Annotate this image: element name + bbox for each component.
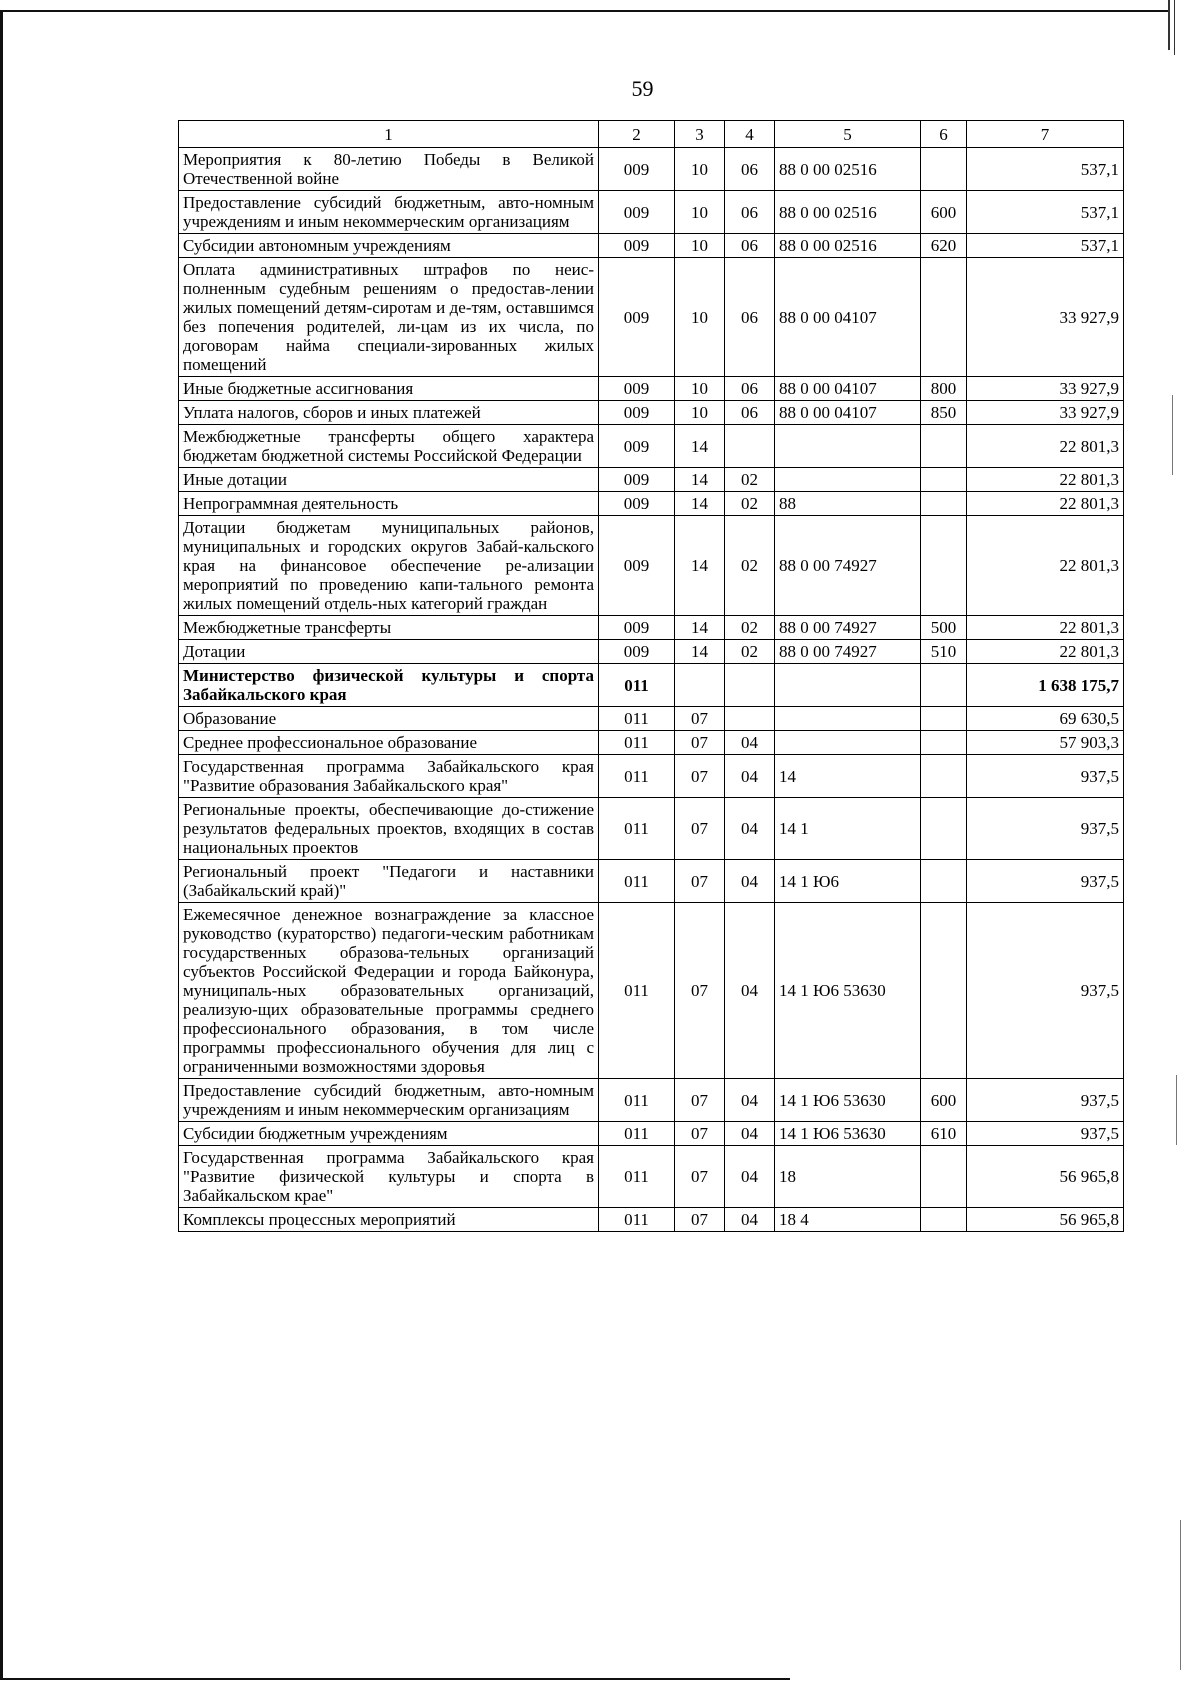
- section-code: 07: [675, 1208, 725, 1232]
- table-row: [179, 755, 1124, 798]
- amount: 937,5: [967, 860, 1124, 903]
- ministry-code: 011: [599, 903, 675, 1079]
- target-article-code: 88 0 00 02516: [775, 191, 921, 234]
- amount: 56 965,8: [967, 1208, 1124, 1232]
- expense-type-code: [921, 860, 967, 903]
- ministry-code: 011: [599, 1122, 675, 1146]
- expense-type-code: [921, 492, 967, 516]
- target-article-code: [775, 425, 921, 468]
- expense-type-code: 620: [921, 234, 967, 258]
- row-name: Министерство физической культуры и спорта Забайкальского края: [179, 664, 599, 707]
- subsection-code: 06: [725, 148, 775, 191]
- ministry-code: 009: [599, 401, 675, 425]
- target-article-code: 88 0 00 74927: [775, 616, 921, 640]
- subsection-code: 02: [725, 640, 775, 664]
- subsection-code: 02: [725, 516, 775, 616]
- amount: 537,1: [967, 148, 1124, 191]
- section-code: 10: [675, 191, 725, 234]
- subsection-code: 04: [725, 860, 775, 903]
- target-article-code: 88 0 00 02516: [775, 234, 921, 258]
- column-header: 6: [921, 121, 967, 148]
- subsection-code: 04: [725, 1079, 775, 1122]
- subsection-code: 04: [725, 903, 775, 1079]
- amount: 22 801,3: [967, 616, 1124, 640]
- subsection-code: 04: [725, 1146, 775, 1208]
- subsection-code: 06: [725, 377, 775, 401]
- scan-artifact: [1174, 0, 1175, 55]
- amount: 937,5: [967, 798, 1124, 860]
- row-name: Дотации: [179, 640, 599, 664]
- target-article-code: [775, 468, 921, 492]
- expense-type-code: [921, 425, 967, 468]
- target-article-code: 14 1 Ю6 53630: [775, 903, 921, 1079]
- table-row: [179, 425, 1124, 468]
- section-code: 07: [675, 860, 725, 903]
- row-name: Мероприятия к 80-летию Победы в Великой Отечественной войне: [179, 148, 599, 191]
- section-code: 07: [675, 707, 725, 731]
- table-row: [179, 1122, 1124, 1146]
- target-article-code: 14 1: [775, 798, 921, 860]
- expense-type-code: [921, 755, 967, 798]
- ministry-code: 011: [599, 731, 675, 755]
- subsection-code: 02: [725, 468, 775, 492]
- ministry-code: 009: [599, 468, 675, 492]
- column-header: 1: [179, 121, 599, 148]
- section-code: 10: [675, 377, 725, 401]
- ministry-code: 011: [599, 1079, 675, 1122]
- table-row: [179, 191, 1124, 234]
- expense-type-code: [921, 798, 967, 860]
- section-code: 07: [675, 798, 725, 860]
- expense-type-code: [921, 148, 967, 191]
- expense-type-code: 500: [921, 616, 967, 640]
- section-code: 10: [675, 401, 725, 425]
- row-name: Иные дотации: [179, 468, 599, 492]
- table-row: [179, 258, 1124, 377]
- subsection-code: 04: [725, 1208, 775, 1232]
- subsection-code: 06: [725, 401, 775, 425]
- table-row: [179, 664, 1124, 707]
- section-code: 07: [675, 1079, 725, 1122]
- expense-type-code: [921, 731, 967, 755]
- table-row: [179, 468, 1124, 492]
- section-code: 07: [675, 1146, 725, 1208]
- section-code: 07: [675, 755, 725, 798]
- row-name: Субсидии автономным учреждениям: [179, 234, 599, 258]
- target-article-code: 18: [775, 1146, 921, 1208]
- expense-type-code: 510: [921, 640, 967, 664]
- row-name: Межбюджетные трансферты общего характера бюджетам бюджетной системы Российской Федерации: [179, 425, 599, 468]
- subsection-code: 02: [725, 492, 775, 516]
- table-row: [179, 1146, 1124, 1208]
- scan-artifact: [1172, 395, 1173, 475]
- scan-artifact: [1180, 1520, 1181, 1670]
- section-code: 10: [675, 148, 725, 191]
- ministry-code: 011: [599, 755, 675, 798]
- amount: 22 801,3: [967, 516, 1124, 616]
- section-code: 14: [675, 516, 725, 616]
- expense-type-code: [921, 707, 967, 731]
- section-code: 14: [675, 616, 725, 640]
- expense-type-code: 600: [921, 1079, 967, 1122]
- target-article-code: [775, 664, 921, 707]
- scan-edge-left: [0, 10, 3, 1678]
- column-header: 3: [675, 121, 725, 148]
- table-row: [179, 903, 1124, 1079]
- amount: 22 801,3: [967, 425, 1124, 468]
- expense-type-code: 850: [921, 401, 967, 425]
- table-row: [179, 798, 1124, 860]
- ministry-code: 011: [599, 798, 675, 860]
- target-article-code: 88 0 00 74927: [775, 640, 921, 664]
- target-article-code: 14 1 Ю6 53630: [775, 1079, 921, 1122]
- ministry-code: 011: [599, 1208, 675, 1232]
- page-number: 59: [631, 76, 654, 101]
- subsection-code: 04: [725, 1122, 775, 1146]
- table-body: [179, 148, 1124, 1232]
- section-code: 14: [675, 425, 725, 468]
- amount: 937,5: [967, 903, 1124, 1079]
- row-name: Дотации бюджетам муниципальных районов, муниципальных и городских округов Забай-кальского края на финансовое обеспечение ре-ализации мероприятий по проведению капи-тального ремонта жилых помещений отдель-ных категорий граждан: [179, 516, 599, 616]
- subsection-code: 06: [725, 191, 775, 234]
- target-article-code: 88 0 00 02516: [775, 148, 921, 191]
- budget-table: [178, 120, 1124, 1232]
- subsection-code: [725, 664, 775, 707]
- column-header: 5: [775, 121, 921, 148]
- row-name: Государственная программа Забайкальского края "Развитие образования Забайкальского края": [179, 755, 599, 798]
- row-name: Субсидии бюджетным учреждениям: [179, 1122, 599, 1146]
- target-article-code: 14 1 Ю6 53630: [775, 1122, 921, 1146]
- amount: 1 638 175,7: [967, 664, 1124, 707]
- section-code: 14: [675, 492, 725, 516]
- ministry-code: 009: [599, 191, 675, 234]
- row-name: Иные бюджетные ассигнования: [179, 377, 599, 401]
- target-article-code: 88: [775, 492, 921, 516]
- section-code: 07: [675, 731, 725, 755]
- amount: 537,1: [967, 191, 1124, 234]
- target-article-code: [775, 707, 921, 731]
- ministry-code: 011: [599, 664, 675, 707]
- amount: 33 927,9: [967, 401, 1124, 425]
- row-name: Региональный проект "Педагоги и наставники (Забайкальский край)": [179, 860, 599, 903]
- amount: 69 630,5: [967, 707, 1124, 731]
- expense-type-code: 600: [921, 191, 967, 234]
- section-code: 14: [675, 468, 725, 492]
- target-article-code: 88 0 00 04107: [775, 258, 921, 377]
- target-article-code: 18 4: [775, 1208, 921, 1232]
- expense-type-code: 610: [921, 1122, 967, 1146]
- ministry-code: 009: [599, 258, 675, 377]
- section-code: 14: [675, 640, 725, 664]
- table-row: [179, 860, 1124, 903]
- subsection-code: 04: [725, 731, 775, 755]
- row-name: Оплата административных штрафов по неис-полненным судебным решениям о предостав-лении жилых помещений детям-сиротам и де-тям, оставшимся без попечения родителей, ли-цам из их числа, по договорам найма специали-зированных жилых помещений: [179, 258, 599, 377]
- row-name: Комплексы процессных мероприятий: [179, 1208, 599, 1232]
- amount: 22 801,3: [967, 492, 1124, 516]
- table-row: [179, 148, 1124, 191]
- row-name: Предоставление субсидий бюджетным, авто-номным учреждениям и иным некоммерческим организациям: [179, 191, 599, 234]
- amount: 537,1: [967, 234, 1124, 258]
- row-name: Среднее профессиональное образование: [179, 731, 599, 755]
- target-article-code: 88 0 00 04107: [775, 401, 921, 425]
- ministry-code: 009: [599, 377, 675, 401]
- row-name: Образование: [179, 707, 599, 731]
- target-article-code: [775, 731, 921, 755]
- amount: 33 927,9: [967, 377, 1124, 401]
- section-code: 07: [675, 1122, 725, 1146]
- amount: 937,5: [967, 755, 1124, 798]
- subsection-code: 04: [725, 798, 775, 860]
- ministry-code: 009: [599, 516, 675, 616]
- row-name: Ежемесячное денежное вознаграждение за классное руководство (кураторство) педагоги-ческим работникам государственных образова-тельных организаций субъектов Российской Федерации и города Байконура, муниципаль-ных образовательных организаций, реализую-щих образовательные программы среднего профессионального образования, в том числе программы профессионального обучения для лиц с ограниченными возможностями здоровья: [179, 903, 599, 1079]
- expense-type-code: [921, 903, 967, 1079]
- row-name: Государственная программа Забайкальского края "Развитие физической культуры и спорта в Забайкальском крае": [179, 1146, 599, 1208]
- section-code: 07: [675, 903, 725, 1079]
- amount: 56 965,8: [967, 1146, 1124, 1208]
- amount: 57 903,3: [967, 731, 1124, 755]
- expense-type-code: [921, 516, 967, 616]
- table-row: [179, 516, 1124, 616]
- scan-edge-top: [0, 10, 1170, 12]
- column-header: 4: [725, 121, 775, 148]
- amount: 22 801,3: [967, 640, 1124, 664]
- expense-type-code: [921, 468, 967, 492]
- column-header: 2: [599, 121, 675, 148]
- subsection-code: 06: [725, 258, 775, 377]
- row-name: Региональные проекты, обеспечивающие до-стижение результатов федеральных проектов, входящих в состав национальных проектов: [179, 798, 599, 860]
- ministry-code: 011: [599, 1146, 675, 1208]
- scan-artifact: [1168, 0, 1170, 50]
- target-article-code: 14: [775, 755, 921, 798]
- table-row: [179, 401, 1124, 425]
- table-row: [179, 234, 1124, 258]
- expense-type-code: [921, 664, 967, 707]
- ministry-code: 009: [599, 234, 675, 258]
- ministry-code: 011: [599, 707, 675, 731]
- section-code: [675, 664, 725, 707]
- row-name: Непрограммная деятельность: [179, 492, 599, 516]
- expense-type-code: [921, 258, 967, 377]
- ministry-code: 009: [599, 425, 675, 468]
- section-code: 10: [675, 258, 725, 377]
- target-article-code: 88 0 00 04107: [775, 377, 921, 401]
- amount: 33 927,9: [967, 258, 1124, 377]
- target-article-code: 14 1 Ю6: [775, 860, 921, 903]
- scan-edge-bottom: [0, 1678, 790, 1680]
- table-row: [179, 492, 1124, 516]
- ministry-code: 009: [599, 148, 675, 191]
- amount: 937,5: [967, 1079, 1124, 1122]
- expense-type-code: [921, 1208, 967, 1232]
- subsection-code: 02: [725, 616, 775, 640]
- subsection-code: 04: [725, 755, 775, 798]
- target-article-code: 88 0 00 74927: [775, 516, 921, 616]
- header-row: [179, 121, 1124, 148]
- subsection-code: [725, 425, 775, 468]
- expense-type-code: 800: [921, 377, 967, 401]
- section-code: 10: [675, 234, 725, 258]
- table-row: [179, 1208, 1124, 1232]
- table-row: [179, 377, 1124, 401]
- ministry-code: 009: [599, 616, 675, 640]
- table-row: [179, 731, 1124, 755]
- amount: 937,5: [967, 1122, 1124, 1146]
- scan-artifact: [1176, 1075, 1177, 1145]
- ministry-code: 011: [599, 860, 675, 903]
- row-name: Предоставление субсидий бюджетным, авто-номным учреждениям и иным некоммерческим организациям: [179, 1079, 599, 1122]
- ministry-code: 009: [599, 492, 675, 516]
- amount: 22 801,3: [967, 468, 1124, 492]
- table-row: [179, 616, 1124, 640]
- ministry-code: 009: [599, 640, 675, 664]
- table-row: [179, 707, 1124, 731]
- table-row: [179, 1079, 1124, 1122]
- row-name: Уплата налогов, сборов и иных платежей: [179, 401, 599, 425]
- subsection-code: 06: [725, 234, 775, 258]
- subsection-code: [725, 707, 775, 731]
- row-name: Межбюджетные трансферты: [179, 616, 599, 640]
- expense-type-code: [921, 1146, 967, 1208]
- column-header: 7: [967, 121, 1124, 148]
- table-row: [179, 640, 1124, 664]
